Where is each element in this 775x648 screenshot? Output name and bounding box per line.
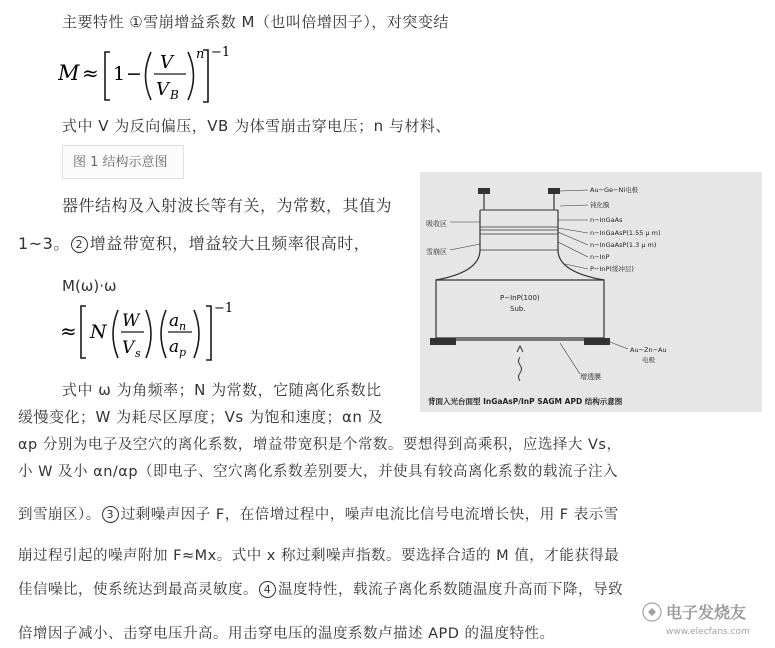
label-absorption-region: 吸收区 [426,220,447,228]
figure-title: 背面入光台面型 InGaAsP/InP SAGM APD 结构示意图 [428,397,623,406]
formula2-exponent-outer: −1 [214,301,234,316]
formula1-exponent-n: n [196,47,205,62]
formula1-lhs: M [58,61,80,85]
figure-caption-box: 图 1 结构示意图 [62,145,184,179]
text-line-12-start: 佳信噪比，使系统达到最高灵敏度。 [18,582,258,598]
bottom-contact-right [584,338,610,345]
text-line-3: 器件结构及入射波长等有关，为常数，其值为 [62,196,393,215]
text-line-10 [18,505,619,525]
watermark-text: 电子发烧友 [666,603,747,622]
label-substrate-sub: Sub. [510,305,526,313]
site-watermark [640,598,770,644]
formula2-approx: ≈ [60,319,77,343]
label-bottom-contact-2: 电极 [642,356,655,364]
label-substrate-inp: P−InP(100) [500,294,540,302]
circled-number-3: 3 [102,506,119,523]
text-line-2: 式中 V 为反向偏压，VB 为体雪崩击穿电压；n 与材料、 [62,117,451,135]
formula1-minus: − [126,63,142,85]
text-line-12 [18,580,623,600]
bottom-contact-left [430,338,456,345]
text-line-11: 崩过程引起的噪声附加 F≈Mx。式中 x 称过剩噪声指数。要选择合适的 M 值，才能获得最 [18,548,620,564]
formula2-ap-sub: p [179,346,187,359]
label-top-contact: Au−Ge−Ni电极 [590,186,639,194]
label-avalanche-region: 雪崩区 [426,248,447,256]
formula2-W: W [122,311,140,331]
formula2-an: a [169,311,180,331]
top-contact-left [478,188,490,194]
formula1-denominator: V [156,79,169,100]
formula2-N: N [90,321,107,343]
formula2-Vs-sub: s [135,347,141,360]
formula1-approx: ≈ [82,61,99,85]
label-ingaasp-13: n−InGaAsP(1.3 μ m) [590,241,657,249]
formula1-denominator-sub: B [170,88,179,102]
text-line-10-end: 过剩噪声因子 F，在倍增过程中，噪声电流比信号电流增长快，用 F 表示雪 [120,507,619,523]
circled-number-4: 4 [259,581,276,598]
label-inp: n−InP [590,253,610,261]
text-omega-product: M(ω)·ω [62,277,117,295]
formula-gain-bandwidth [58,296,238,366]
watermark-url: www.elecfans.com [666,627,750,637]
label-ar-coating: 增透膜 [580,373,601,381]
text-line-9: 小 W 及小 αn/αp（即电子、空穴离化系数差别要大，并使具有较高离化系数的载流子注入 [18,464,619,480]
text-line-6: 式中 ω 为角频率；N 为常数，它随离化系数比 [62,381,382,399]
top-contact-right [548,188,560,194]
label-ingaasp-155: n−InGaAsP(1.55 μ m) [590,229,661,237]
formula1-one: 1 [113,63,126,85]
text-line-4 [18,234,370,254]
label-passivation: 钝化膜 [590,201,610,209]
text-line-1: 主要特性 ①雪崩增益系数 M（也叫倍增因子），对突变结 [62,13,449,31]
label-ingaas: n−InGaAs [590,216,623,224]
text-line-12-end: 温度特性，载流子离化系数随温度升高而下降，导致 [278,582,623,598]
formula-gain-coefficient [58,38,238,110]
text-line-7: 缓慢变化；W 为耗尽区厚度；Vs 为饱和速度；αn 及 [18,408,384,426]
text-line-4-start: 1~3。 [18,234,70,253]
apd-structure-figure [420,172,762,412]
text-line-13: 倍增因子减小、击穿电压升高。用击穿电压的温度系数卢描述 APD 的温度特性。 [18,626,555,642]
text-line-4-end: 增益带宽积，增益较大且频率很高时， [89,234,371,253]
label-buffer: P−InP(缓冲层) [590,265,634,273]
formula1-exponent-outer: −1 [211,45,231,60]
text-line-10-start: 到雪崩区）。 [18,507,101,523]
formula2-ap: a [169,337,180,357]
formula1-numerator: V [160,52,173,73]
formula2-an-sub: n [179,320,187,333]
formula2-Vs: V [122,338,135,358]
text-line-8: αp 分别为电子及空穴的离化系数，增益带宽积是个常数。要想得到高乘积，应选择大 Vs， [18,437,622,453]
label-bottom-contact: Au−Zn−Au [630,346,667,354]
circled-number-2: 2 [71,236,88,253]
